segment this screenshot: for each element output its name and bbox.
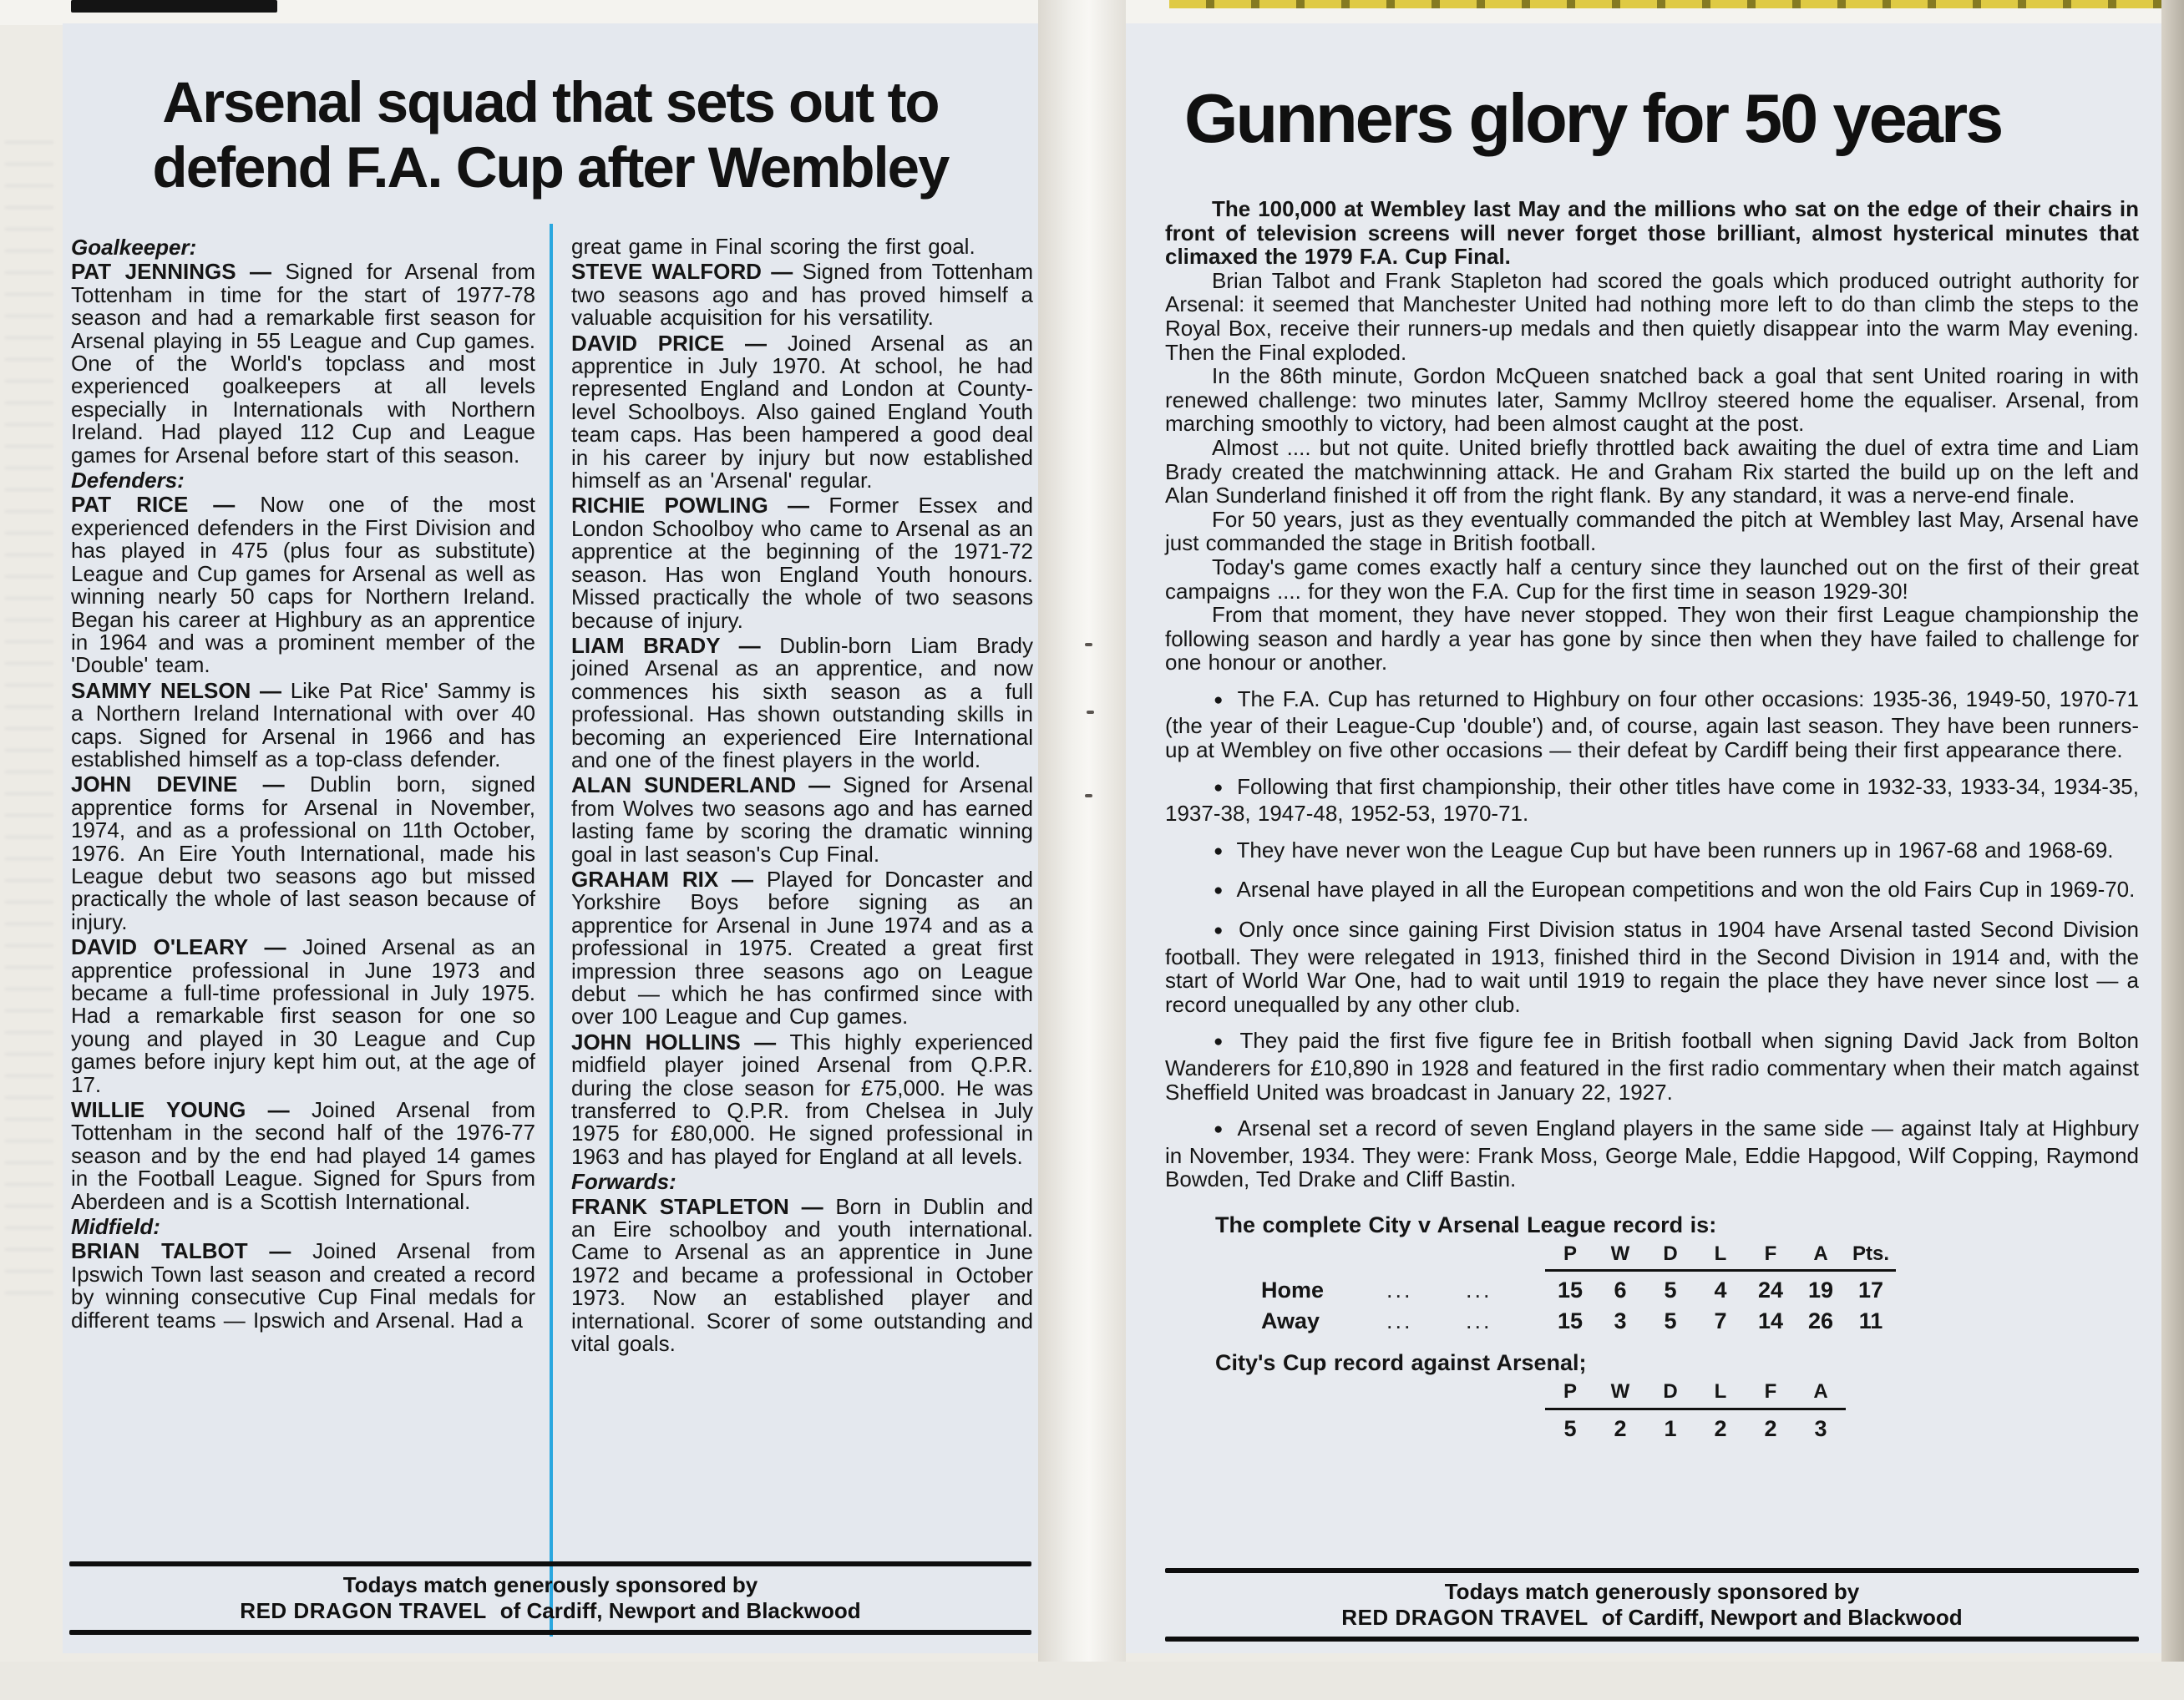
- player-name: SAMMY NELSON —: [71, 677, 291, 703]
- section-label-goalkeeper: Goalkeeper:: [71, 235, 197, 260]
- player-bio: Signed for Arsenal from Wolves two seasons ago and has earned lasting fame by scoring the dramatic winning goal in last season's Cup Final.: [571, 772, 1034, 867]
- stat-value: 19: [1807, 1278, 1834, 1303]
- player-name: LIAM BRADY —: [571, 632, 780, 658]
- page-right-edge: [2161, 0, 2184, 1700]
- col-header: F: [1764, 1242, 1777, 1265]
- player-bio: Signed for Arsenal from Tottenham in time for the start of 1977-78 season and had a remarkable first season for Arsenal playing in 55 League and Cup games. One of the World's topclass and most experienced goalkeepers at all levels especially in Internationals with Northern Ireland. Had played 112 Cup and League games for Arsenal before start of this season.: [71, 259, 535, 468]
- squad-column-1: [71, 235, 535, 1334]
- table-row-away: [1261, 1309, 2139, 1333]
- history-article: [1165, 197, 2139, 1440]
- stat-value: 11: [1858, 1308, 1883, 1333]
- stat-value: 2: [1714, 1415, 1727, 1441]
- sponsor-locations: of Cardiff, Newport and Blackwood: [1601, 1605, 1963, 1630]
- col-header: L: [1714, 1242, 1727, 1265]
- player-bio: Joined Arsenal from Ipswich Town last season and created a record by winning consecutive Cup Final medals for different teams — Ipswich and Arsenal. Had a: [71, 1238, 535, 1333]
- staple: [1087, 711, 1094, 714]
- player-bio: This highly experienced midfield player joined Arsenal from Q.P.R. during the close season for £75,000. He was transferred to Q.P.R. from Chelsea in July 1975 for £80,000. He signed professional in 1963 and has played for England at all levels.: [571, 1029, 1033, 1169]
- squad-column-2: [571, 235, 1033, 1358]
- player-bio: Dublin-born Liam Brady joined Arsenal as an apprentice, and now commences his sixth season as a full professional. Has shown outstanding skills in becoming an experienced Eire International and one of the finest players in the world.: [571, 632, 1033, 772]
- column-divider-line: [550, 224, 553, 1637]
- right-page-title: Gunners glory for 50 years: [1184, 79, 2002, 157]
- left-page: [63, 23, 1038, 1653]
- fact-bullet: ● They paid the first five figure fee in British football when signing David Jack from Bolton Wanderers for £10,890 in 1928 and featured in the first radio commentary when their match against Sheffield United was broadcast in January 22, 1927.: [1165, 1029, 2139, 1104]
- sponsor-rule-bottom: [69, 1630, 1031, 1635]
- player-entry-rice: [71, 493, 535, 676]
- fact-bullet: ● Arsenal set a record of seven England players in the same side — against Italy at Highbury in November, 1934. They were: Frank Moss, George Male, Eddie Hapgood, Wilf Copping, Raymond Bowden, Ted Drake and Cliff Bastin.: [1165, 1116, 2139, 1192]
- stat-value: 26: [1807, 1308, 1834, 1333]
- col-header: P: [1563, 1379, 1577, 1403]
- player-bio: Played for Doncaster and Yorkshire Boys before signing as an apprentice for Arsenal in June 1974 and as a professional in 1975. Created a great first impression three seasons ago on League debut — which he has confirmed since with over 100 League and Cup games.: [571, 866, 1034, 1030]
- player-name: GRAHAM RIX —: [571, 866, 767, 892]
- league-record-header-row: [1261, 1242, 2139, 1272]
- player-entry-oleary: [71, 936, 535, 1096]
- cup-record-header-row: [1261, 1380, 2139, 1410]
- col-header: L: [1714, 1379, 1727, 1403]
- player-entry-sunderland: [571, 774, 1033, 866]
- page-gutter: [1038, 0, 1126, 1700]
- stat-value: 2: [1764, 1415, 1777, 1441]
- stat-value: 1: [1664, 1415, 1677, 1441]
- player-name: BRIAN TALBOT —: [71, 1238, 313, 1264]
- col-header: D: [1663, 1379, 1678, 1403]
- player-name: DAVID O'LEARY —: [71, 934, 303, 960]
- sponsor-rule-bottom: [1165, 1637, 2139, 1642]
- col-header: Pts.: [1852, 1242, 1889, 1265]
- player-name: FRANK STAPLETON —: [571, 1193, 836, 1219]
- player-name: DAVID PRICE —: [571, 330, 788, 356]
- article-paragraph: From that moment, they have never stopped. They won their first League championship the following season and hardly a year has gone by since then when they have failed to challenge for one honour or another.: [1165, 602, 2139, 675]
- player-entry-jennings: [71, 261, 535, 467]
- article-intro: The 100,000 at Wembley last May and the millions who sat on the edge of their chairs in front of television screens will never forget those brilliant, almost hysterical minutes that climaxed the 1979 F.A. Cup Final.: [1165, 196, 2139, 270]
- stat-value: 5: [1664, 1278, 1677, 1303]
- scan-artifact-black-bar: [71, 0, 277, 13]
- col-header: F: [1764, 1379, 1777, 1403]
- fact-bullet: ● The F.A. Cup has returned to Highbury on four other occasions: 1935-36, 1949-50, 1970-71 (the year of their League-Cup 'double') and, of course, again last season. They have been runners-up at Wembley on five other occasions — their defeat by Cardiff being their first appearance there.: [1165, 687, 2139, 762]
- player-entry-hollins: [571, 1031, 1033, 1168]
- col-header: W: [1610, 1379, 1630, 1403]
- player-name: JOHN HOLLINS —: [571, 1029, 790, 1055]
- stat-value: 17: [1857, 1278, 1884, 1303]
- leader-dots: ...: [1386, 1278, 1413, 1303]
- player-entry-devine: [71, 773, 535, 933]
- sponsor-company: RED DRAGON TRAVEL: [1341, 1605, 1589, 1630]
- row-label: Away: [1261, 1308, 1320, 1333]
- fact-bullet: ● Arsenal have played in all the European competitions and won the old Fairs Cup in 1969-70.: [1165, 878, 2139, 905]
- fact-bullet: ● Following that first championship, their other titles have come in 1932-33, 1933-34, 1934-35, 1937-38, 1947-48, 1952-53, 1970-71.: [1165, 775, 2139, 826]
- stat-value: 24: [1757, 1278, 1784, 1303]
- staple: [1085, 794, 1092, 797]
- player-entry-nelson: [71, 677, 535, 772]
- stat-value: 6: [1614, 1278, 1627, 1303]
- talbot-bio-continuation: great game in Final scoring the first goal.: [571, 234, 975, 259]
- sponsor-rule-top: [69, 1561, 1031, 1566]
- row-label: Home: [1261, 1278, 1325, 1303]
- fact-bullet: ● Only once since gaining First Division status in 1904 have Arsenal tasted Second Division football. They were relegated in 1913, finished third in the Second Division in 1914 and, with the start of World War One, had to wait until 1919 to regain the place they have never since lost — a record unequalled by any other club.: [1165, 918, 2139, 1016]
- section-label-midfield: Midfield:: [71, 1214, 160, 1240]
- stat-value: 14: [1757, 1308, 1784, 1333]
- stat-value: 15: [1557, 1278, 1584, 1303]
- sponsor-line2: [69, 1598, 1031, 1624]
- player-bio: Joined Arsenal as an apprentice professional in June 1973 and became a full-time professional in July 1975. Had a remarkable first season for one so young and played in 30 League and Cup games before injury kept him out, at the age of 17.: [71, 934, 535, 1097]
- article-paragraph: For 50 years, just as they eventually commanded the pitch at Wembley last May, Arsenal have just commanded the stage in British football.: [1165, 506, 2139, 556]
- player-bio: Like Pat Rice' Sammy is a Northern Ireland International with over 40 caps. Signed for Arsenal in 1966 and has established himself as a top-class defender.: [71, 677, 535, 772]
- table-row-home: [1261, 1278, 2139, 1303]
- article-paragraph: Today's game comes exactly half a century since they launched out on the first of their great campaigns .... for they won the F.A. Cup for the first time in season 1929-30!: [1165, 554, 2139, 604]
- staple: [1085, 643, 1092, 646]
- col-header: D: [1663, 1242, 1678, 1265]
- col-header: W: [1610, 1242, 1630, 1265]
- league-record-heading: The complete City v Arsenal League record is:: [1215, 1212, 1717, 1237]
- page-bottom-edge: [0, 1662, 2184, 1700]
- player-name: STEVE WALFORD —: [571, 259, 803, 285]
- section-label-forwards: Forwards:: [571, 1169, 676, 1195]
- col-header: A: [1813, 1242, 1828, 1265]
- cup-record-heading: City's Cup record against Arsenal;: [1215, 1350, 1587, 1376]
- sponsor-rule-top: [1165, 1568, 2139, 1573]
- stat-value: 3: [1814, 1415, 1827, 1441]
- player-entry-rix: [571, 868, 1033, 1029]
- player-bio: Joined Arsenal as an apprentice in July 1970. At school, he had represented England and London at County-level Schoolboys. Also gained England Youth team caps. Has been hampered a good deal in his career by injury but now established himself as an 'Arsenal' regular.: [571, 330, 1033, 493]
- col-header: A: [1813, 1379, 1828, 1403]
- player-name: PAT RICE —: [71, 492, 261, 518]
- section-label-defenders: Defenders:: [71, 468, 185, 493]
- player-bio: Former Essex and London Schoolboy who came to Arsenal as an apprentice at the beginning of the 1971-72 season. Has won England Youth honours. Missed practically the whole of two seasons because of injury.: [571, 493, 1034, 633]
- right-page: [1126, 23, 2161, 1653]
- left-title-line2: defend F.A. Cup after Wembley: [152, 135, 949, 200]
- player-name: JOHN DEVINE —: [71, 772, 310, 797]
- player-name: RICHIE POWLING —: [571, 493, 829, 519]
- cup-record-header-cells: [1545, 1380, 1846, 1410]
- stat-value: 5: [1664, 1308, 1677, 1333]
- scan-artifact-yellow-strip: [1169, 0, 2184, 8]
- player-entry-price: [571, 332, 1033, 493]
- player-entry-talbot: [71, 1240, 535, 1332]
- stat-value: 2: [1614, 1415, 1627, 1441]
- leader-dots: ...: [1386, 1308, 1413, 1333]
- stat-value: 15: [1557, 1308, 1584, 1333]
- player-name: PAT JENNINGS —: [71, 259, 286, 285]
- stat-value: 3: [1614, 1308, 1627, 1333]
- player-bio: Joined Arsenal from Tottenham in the second half of the 1976-77 season and by the end had played 14 games in the Football League. Signed for Spurs from Aberdeen and is a Scottish International.: [71, 1097, 535, 1214]
- show-through-text-ghost: [5, 125, 53, 1294]
- left-title-line1: Arsenal squad that sets out to: [162, 70, 939, 134]
- league-record-header-cells: [1545, 1242, 1896, 1272]
- player-name: ALAN SUNDERLAND —: [571, 772, 844, 798]
- player-bio: Signed from Tottenham two seasons ago and has proved himself a valuable acquisition for his versatility.: [571, 259, 1033, 331]
- stat-value: 5: [1563, 1415, 1577, 1441]
- player-name: WILLIE YOUNG —: [71, 1097, 312, 1123]
- sponsor-line2: [1165, 1605, 2139, 1631]
- sponsor-strip-left: [69, 1561, 1031, 1635]
- sponsor-line1: Todays match generously sponsored by: [1444, 1579, 1860, 1604]
- cup-record-values-row: [1261, 1417, 2139, 1441]
- player-entry-stapleton: [571, 1193, 1033, 1357]
- player-entry-walford: [571, 261, 1033, 329]
- player-bio: Now one of the most experienced defenders in the First Division and has played in 475 (plus four as substitute) League and Cup games for Arsenal as well as winning nearly 50 caps for Northern Ireland. Began his career at Highbury as an apprentice in 1964 and was a prominent member of the 'Double' team.: [71, 492, 535, 678]
- records-section: [1165, 1213, 2139, 1440]
- leader-dots: ...: [1466, 1308, 1492, 1333]
- player-bio: Dublin born, signed apprentice forms for Arsenal in November, 1974, and as a professional on 11th October, 1976. An Eire Youth International, made his League debut two seasons ago but missed practically the whole of last season because of injury.: [71, 772, 535, 934]
- sponsor-company: RED DRAGON TRAVEL: [240, 1598, 487, 1623]
- player-entry-brady: [571, 632, 1033, 772]
- player-bio: Born in Dublin and an Eire schoolboy and youth international. Came to Arsenal as an apprentice in June 1972 and became a professional in October 1973. Now an established player and international. Scorer of some outstanding and vital goals.: [571, 1193, 1033, 1357]
- left-page-title: [63, 70, 1038, 200]
- sponsor-locations: of Cardiff, Newport and Blackwood: [499, 1598, 861, 1623]
- col-header: P: [1563, 1242, 1577, 1265]
- stat-value: 7: [1714, 1308, 1727, 1333]
- fact-bullet: ● They have never won the League Cup but have been runners up in 1967-68 and 1968-69.: [1165, 838, 2139, 866]
- article-paragraph: Brian Talbot and Frank Stapleton had scored the goals which produced outright authority for Arsenal: it seemed that Manchester United had nothing more left to do than climb the steps to the Royal Box, receive their runners-up medals and then quietly disappear into the warm May evening. Then the Final exploded.: [1165, 267, 2139, 365]
- sponsor-strip-right: [1165, 1568, 2139, 1642]
- article-paragraph: Almost .... but not quite. United briefly throttled back awaiting the duel of extra time and Liam Brady created the matchwinning attack. He and Graham Rix started the build up on the left and Alan Sunderland finished it off from the right flank. By any standard, it was a nerve-end finale.: [1165, 434, 2139, 508]
- article-paragraph: In the 86th minute, Gordon McQueen snatched back a goal that sent United roaring in with renewed challenge: two minutes later, Sammy McIlroy steered home the equaliser. Arsenal, from marching smoothly to victory, had been almost caught at the post.: [1165, 363, 2139, 437]
- player-entry-young: [71, 1099, 535, 1213]
- stat-value: 4: [1714, 1278, 1727, 1303]
- leader-dots: ...: [1466, 1278, 1492, 1303]
- player-entry-powling: [571, 494, 1033, 631]
- sponsor-line1: Todays match generously sponsored by: [342, 1572, 758, 1597]
